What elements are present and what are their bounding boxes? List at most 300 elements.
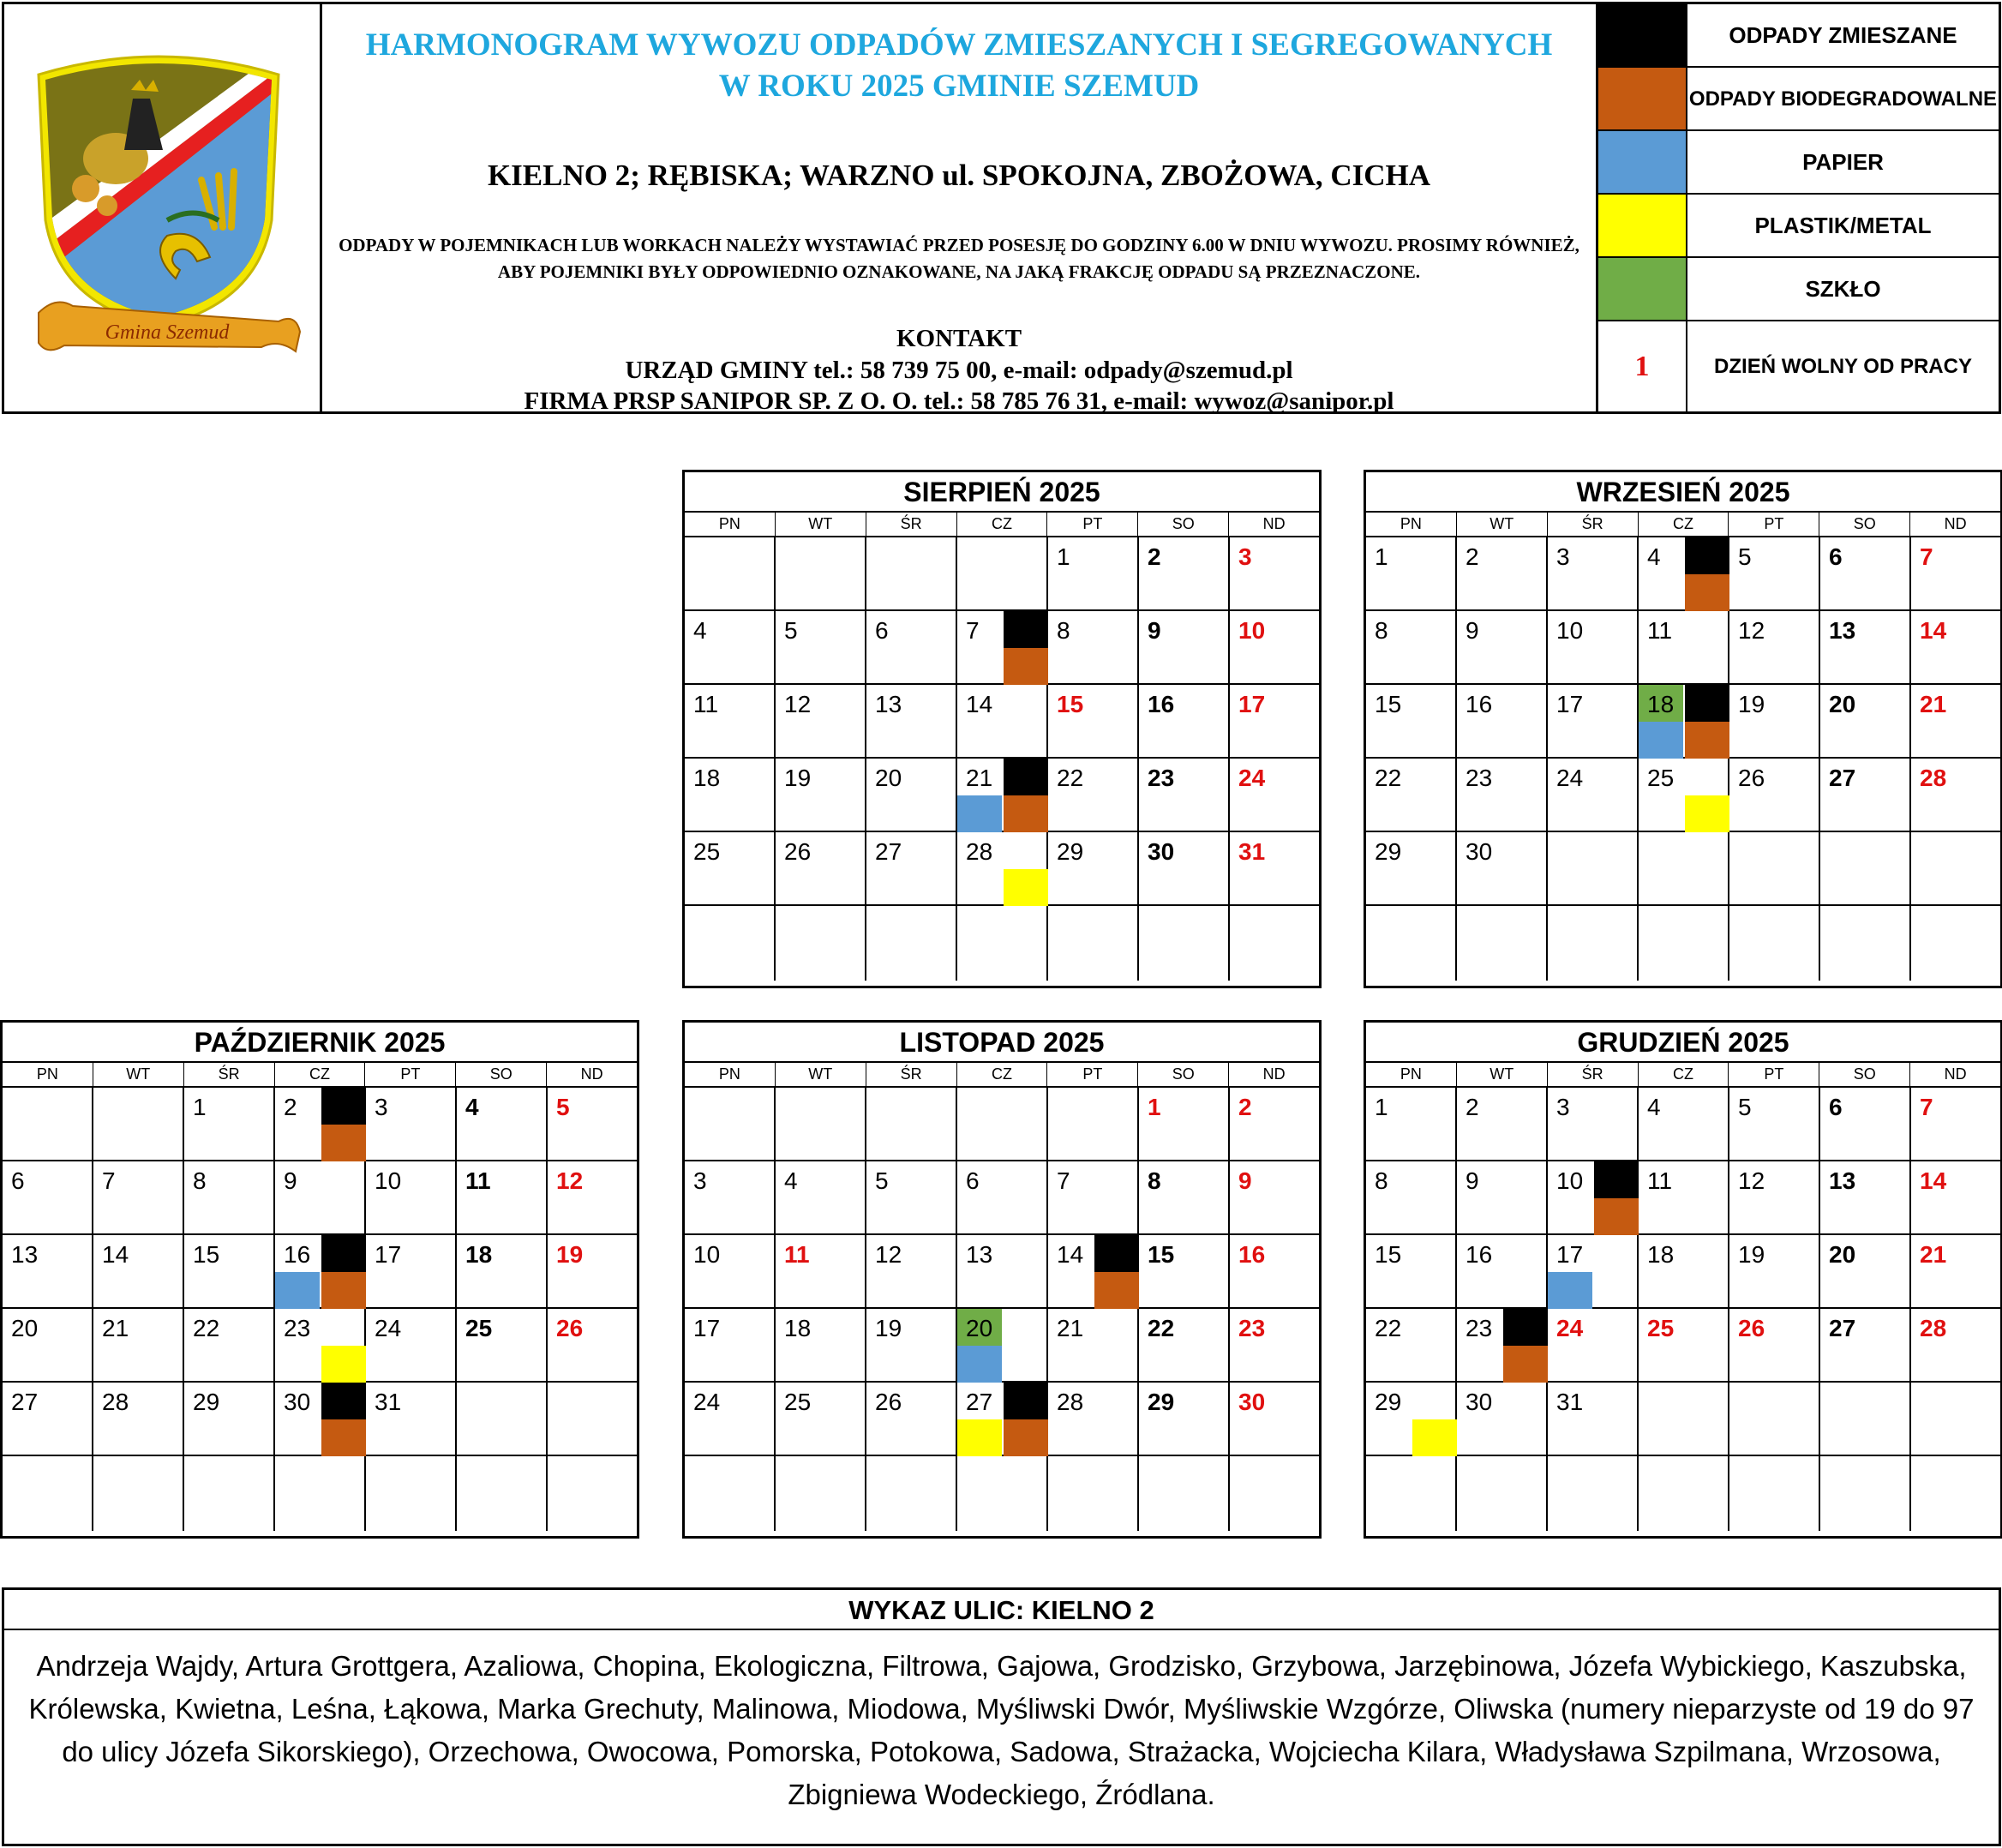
- day-number: 23: [284, 1315, 311, 1341]
- day-number: 26: [784, 838, 812, 865]
- day-cell: [457, 1309, 548, 1383]
- day-cell: [1230, 759, 1319, 832]
- day-cell: [1366, 1309, 1457, 1383]
- pickup-bio-marker: [321, 1125, 366, 1161]
- day-cell: [685, 537, 776, 611]
- day-cell: [1230, 611, 1319, 685]
- pickup-mixed-marker: [1685, 537, 1729, 574]
- day-cell: [1139, 1456, 1230, 1531]
- day-number: 20: [11, 1315, 39, 1341]
- day-cell: [776, 537, 866, 611]
- day-cell: [184, 1088, 275, 1161]
- day-number: 11: [1647, 617, 1673, 644]
- weekday-label: WT: [1457, 513, 1548, 536]
- day-cell: [957, 1456, 1048, 1531]
- day-cell: [1548, 685, 1639, 759]
- day-cell: [1911, 832, 2000, 906]
- day-cell: [1548, 1456, 1639, 1531]
- day-cell: [1457, 832, 1548, 906]
- weekday-header: [685, 513, 1319, 537]
- day-cell: [866, 685, 957, 759]
- day-cell: [457, 1088, 548, 1161]
- page-subtitle: KIELNO 2; RĘBISKA; WARZNO ul. SPOKOJNA, ZBOŻOWA, CICHA: [487, 159, 1431, 192]
- weekday-label: PT: [365, 1063, 456, 1086]
- day-cell: [957, 759, 1048, 832]
- day-number: 20: [1829, 1241, 1856, 1268]
- day-cell: [3, 1088, 93, 1161]
- month-title: LISTOPAD 2025: [685, 1023, 1319, 1063]
- weekday-label: PT: [1729, 1063, 1819, 1086]
- pickup-paper-marker: [957, 795, 1002, 832]
- street-list-title: WYKAZ ULIC: KIELNO 2: [4, 1590, 1999, 1630]
- pickup-plastic-marker: [1004, 869, 1048, 906]
- day-cell: [1048, 611, 1139, 685]
- day-cell: [1048, 1088, 1139, 1161]
- day-cell: [1457, 1235, 1548, 1309]
- day-number: 26: [1738, 765, 1765, 791]
- weekday-label: CZ: [275, 1063, 366, 1086]
- legend-swatch-paper: [1598, 131, 1687, 193]
- day-cell: [1139, 906, 1230, 981]
- day-number: 10: [375, 1167, 402, 1194]
- day-number: 14: [1920, 617, 1947, 644]
- weekday-label: CZ: [957, 513, 1048, 536]
- month-pazdziernik: [0, 1020, 639, 1539]
- day-cell: [184, 1309, 275, 1383]
- day-cell: [1820, 537, 1911, 611]
- day-cell: [1548, 1088, 1639, 1161]
- legend-label-bio: ODPADY BIODEGRADOWALNE: [1688, 87, 1998, 111]
- month-grudzien: [1364, 1020, 2002, 1539]
- day-cell: [1457, 1456, 1548, 1531]
- day-number: 28: [1057, 1389, 1084, 1415]
- day-number: 16: [1148, 691, 1175, 717]
- day-cell: [548, 1456, 637, 1531]
- day-cell: [1457, 685, 1548, 759]
- day-cell: [1639, 906, 1729, 981]
- pickup-mixed-marker: [1004, 1383, 1048, 1419]
- day-number: 13: [11, 1241, 39, 1268]
- day-cell: [1230, 537, 1319, 611]
- weekday-label: ND: [1944, 515, 1967, 532]
- day-cell: [1230, 1309, 1319, 1383]
- day-number: 5: [875, 1167, 889, 1194]
- day-cell: [1548, 1309, 1639, 1383]
- day-cell: [1820, 1088, 1911, 1161]
- day-cell: [1820, 1456, 1911, 1531]
- pickup-mixed-marker: [1503, 1309, 1548, 1346]
- day-cell: [1729, 1088, 1820, 1161]
- day-cell: [1457, 1383, 1548, 1456]
- day-cell: [1457, 537, 1548, 611]
- day-number: 10: [1556, 617, 1584, 644]
- day-cell: [957, 1383, 1048, 1456]
- day-number: 6: [1829, 543, 1843, 570]
- day-cell: [1139, 1088, 1230, 1161]
- day-number: 11: [1647, 1167, 1673, 1194]
- day-cell: [1639, 1309, 1729, 1383]
- day-cell: [866, 1088, 957, 1161]
- weekday-label: PT: [1047, 513, 1138, 536]
- day-number: 23: [1148, 765, 1175, 791]
- month-title: PAŹDZIERNIK 2025: [3, 1023, 637, 1063]
- day-cell: [1911, 1088, 2000, 1161]
- day-cell: [957, 1309, 1048, 1383]
- day-number: 14: [1920, 1167, 1947, 1194]
- legend-swatch-plastic: [1598, 195, 1687, 256]
- day-number: 30: [1466, 838, 1493, 865]
- day-cell: [93, 1309, 184, 1383]
- weekday-header: [685, 1063, 1319, 1088]
- day-number: 11: [693, 691, 719, 717]
- pickup-plastic-marker: [321, 1346, 366, 1383]
- contact-title: KONTAKT: [896, 325, 1022, 352]
- day-cell: [1639, 685, 1729, 759]
- day-cell: [776, 1161, 866, 1235]
- weekday-label: WT: [776, 513, 866, 536]
- month-title: WRZESIEŃ 2025: [1366, 472, 2000, 513]
- day-number: 13: [1829, 617, 1856, 644]
- pickup-paper-marker: [1639, 722, 1683, 759]
- day-number: 22: [1057, 765, 1084, 791]
- day-cell: [685, 685, 776, 759]
- day-cell: [957, 832, 1048, 906]
- day-number: 12: [1738, 617, 1765, 644]
- legend-label-plastic: PLASTIK/METAL: [1754, 213, 1932, 238]
- day-number: 29: [1375, 1389, 1402, 1415]
- day-number: 25: [784, 1389, 812, 1415]
- day-cell: [1139, 611, 1230, 685]
- legend-holiday-marker: 1: [1634, 350, 1650, 382]
- day-number: 16: [1466, 691, 1493, 717]
- day-number: 28: [966, 838, 993, 865]
- day-cell: [3, 1456, 93, 1531]
- day-cell: [866, 1235, 957, 1309]
- day-cell: [776, 685, 866, 759]
- day-cell: [776, 1088, 866, 1161]
- day-cell: [93, 1456, 184, 1531]
- day-cell: [1139, 1235, 1230, 1309]
- day-cell: [776, 1456, 866, 1531]
- day-cell: [685, 1088, 776, 1161]
- day-cell: [1729, 537, 1820, 611]
- day-cell: [1230, 832, 1319, 906]
- day-number: 1: [1375, 1094, 1388, 1120]
- day-cell: [866, 1309, 957, 1383]
- day-cell: [957, 1161, 1048, 1235]
- day-cell: [866, 611, 957, 685]
- month-title: GRUDZIEŃ 2025: [1366, 1023, 2000, 1063]
- day-number: 26: [556, 1315, 584, 1341]
- pickup-mixed-marker: [321, 1383, 366, 1419]
- day-cell: [1729, 906, 1820, 981]
- day-number: 3: [1556, 1094, 1570, 1120]
- day-cell: [3, 1309, 93, 1383]
- weekday-label: PT: [1729, 513, 1819, 536]
- day-number: 21: [102, 1315, 129, 1341]
- day-number: 19: [1738, 1241, 1765, 1268]
- pickup-bio-marker: [1004, 1419, 1048, 1456]
- day-cell: [457, 1383, 548, 1456]
- day-number: 12: [875, 1241, 902, 1268]
- weekday-label: WT: [776, 1063, 866, 1086]
- pickup-paper-marker: [957, 1346, 1002, 1383]
- day-number: 10: [693, 1241, 721, 1268]
- day-cell: [184, 1235, 275, 1309]
- day-cell: [548, 1088, 637, 1161]
- day-cell: [366, 1456, 457, 1531]
- day-number: 7: [1057, 1167, 1070, 1194]
- day-number: 12: [556, 1167, 584, 1194]
- day-cell: [1548, 759, 1639, 832]
- day-number: 6: [1829, 1094, 1843, 1120]
- day-cell: [1820, 1309, 1911, 1383]
- title-box: [322, 4, 1596, 415]
- day-cell: [1729, 1161, 1820, 1235]
- legend-swatch-glass: [1598, 258, 1687, 320]
- day-number: 21: [1920, 1241, 1947, 1268]
- month-grid: [685, 537, 1319, 986]
- day-number: 30: [1466, 1389, 1493, 1415]
- legend: [1596, 4, 1999, 411]
- day-cell: [1048, 685, 1139, 759]
- day-cell: [1820, 1161, 1911, 1235]
- month-listopad: [682, 1020, 1322, 1539]
- legend-row-bio: [1598, 68, 1999, 131]
- month-grid: [685, 1088, 1319, 1536]
- day-number: 15: [1148, 1241, 1175, 1268]
- day-number: 20: [875, 765, 902, 791]
- day-cell: [1820, 832, 1911, 906]
- day-cell: [1911, 759, 2000, 832]
- pickup-bio-marker: [1004, 648, 1048, 685]
- legend-label-glass: SZKŁO: [1805, 276, 1881, 302]
- day-cell: [1639, 1235, 1729, 1309]
- day-cell: [548, 1235, 637, 1309]
- weekday-label: WT: [93, 1063, 184, 1086]
- day-number: 23: [1466, 765, 1493, 791]
- day-cell: [457, 1161, 548, 1235]
- day-number: 27: [1829, 765, 1856, 791]
- day-cell: [776, 832, 866, 906]
- day-cell: [457, 1456, 548, 1531]
- day-cell: [1911, 1456, 2000, 1531]
- day-number: 19: [1738, 691, 1765, 717]
- day-cell: [776, 1383, 866, 1456]
- day-cell: [1911, 1235, 2000, 1309]
- day-cell: [1366, 1456, 1457, 1531]
- day-cell: [1820, 685, 1911, 759]
- day-number: 19: [784, 765, 812, 791]
- day-cell: [1139, 1309, 1230, 1383]
- day-cell: [1366, 611, 1457, 685]
- day-cell: [275, 1235, 366, 1309]
- pickup-plastic-marker: [1412, 1419, 1457, 1456]
- pickup-bio-marker: [1004, 795, 1048, 832]
- day-number: 24: [1556, 1315, 1584, 1341]
- day-number: 21: [1057, 1315, 1084, 1341]
- day-number: 20: [966, 1315, 993, 1341]
- pickup-bio-marker: [321, 1419, 366, 1456]
- day-cell: [366, 1088, 457, 1161]
- day-cell: [366, 1309, 457, 1383]
- day-cell: [776, 611, 866, 685]
- day-number: 18: [1647, 1241, 1675, 1268]
- day-number: 15: [193, 1241, 220, 1268]
- month-grid: [3, 1088, 637, 1536]
- day-number: 10: [1238, 617, 1266, 644]
- day-cell: [1366, 832, 1457, 906]
- month-grid: [1366, 1088, 2000, 1536]
- day-number: 28: [1920, 765, 1947, 791]
- weekday-header: [1366, 1063, 2000, 1088]
- day-cell: [93, 1383, 184, 1456]
- pickup-mixed-marker: [1094, 1235, 1139, 1272]
- day-cell: [1820, 759, 1911, 832]
- day-number: 9: [1148, 617, 1161, 644]
- day-cell: [1729, 611, 1820, 685]
- day-cell: [1457, 1161, 1548, 1235]
- day-number: 22: [1375, 765, 1402, 791]
- day-number: 3: [375, 1094, 388, 1120]
- day-cell: [1139, 832, 1230, 906]
- day-cell: [1548, 1235, 1639, 1309]
- day-cell: [1139, 759, 1230, 832]
- day-number: 27: [11, 1389, 39, 1415]
- day-cell: [1048, 906, 1139, 981]
- day-cell: [548, 1383, 637, 1456]
- day-number: 30: [284, 1389, 311, 1415]
- header: [2, 2, 2001, 414]
- day-cell: [457, 1235, 548, 1309]
- day-cell: [1911, 1383, 2000, 1456]
- day-cell: [1139, 537, 1230, 611]
- day-number: 25: [1647, 765, 1675, 791]
- day-number: 22: [193, 1315, 220, 1341]
- day-cell: [685, 1309, 776, 1383]
- day-cell: [1548, 832, 1639, 906]
- day-number: 2: [284, 1094, 297, 1120]
- day-cell: [1911, 1309, 2000, 1383]
- legend-swatch-mixed: [1598, 4, 1687, 66]
- legend-label-paper: PAPIER: [1802, 149, 1884, 175]
- day-number: 27: [875, 838, 902, 865]
- day-cell: [1366, 1383, 1457, 1456]
- day-cell: [685, 832, 776, 906]
- day-cell: [1048, 832, 1139, 906]
- weekday-label: ND: [580, 1065, 603, 1083]
- pickup-mixed-marker: [1004, 611, 1048, 648]
- day-cell: [685, 1161, 776, 1235]
- weekday-label: PN: [685, 1063, 776, 1086]
- day-cell: [1639, 1456, 1729, 1531]
- day-cell: [1911, 906, 2000, 981]
- day-number: 20: [1829, 691, 1856, 717]
- day-number: 29: [1375, 838, 1402, 865]
- legend-row-holiday: [1598, 321, 1999, 411]
- weekday-label: SO: [1819, 513, 1910, 536]
- day-cell: [1230, 1235, 1319, 1309]
- day-number: 1: [193, 1094, 207, 1120]
- day-cell: [1548, 906, 1639, 981]
- day-number: 18: [784, 1315, 812, 1341]
- day-cell: [275, 1383, 366, 1456]
- pickup-paper-marker: [1548, 1272, 1592, 1309]
- weekday-header: [1366, 513, 2000, 537]
- day-cell: [184, 1161, 275, 1235]
- day-cell: [1230, 685, 1319, 759]
- weekday-label: CZ: [1639, 513, 1729, 536]
- day-cell: [1729, 1456, 1820, 1531]
- day-cell: [1639, 1383, 1729, 1456]
- day-cell: [1548, 611, 1639, 685]
- day-number: 18: [465, 1241, 493, 1268]
- day-number: 14: [966, 691, 993, 717]
- day-cell: [685, 906, 776, 981]
- day-number: 3: [1556, 543, 1570, 570]
- day-number: 2: [1238, 1094, 1252, 1120]
- pickup-paper-marker: [275, 1272, 320, 1309]
- weekday-label: CZ: [957, 1063, 1048, 1086]
- day-cell: [1911, 611, 2000, 685]
- day-cell: [957, 611, 1048, 685]
- day-cell: [1639, 1088, 1729, 1161]
- weekday-label: PN: [685, 513, 776, 536]
- day-cell: [1457, 611, 1548, 685]
- day-cell: [1457, 906, 1548, 981]
- day-cell: [1729, 1383, 1820, 1456]
- day-cell: [685, 1235, 776, 1309]
- day-number: 17: [693, 1315, 721, 1341]
- weekday-label: ŚR: [1548, 1063, 1639, 1086]
- day-number: 4: [465, 1094, 479, 1120]
- day-cell: [1139, 685, 1230, 759]
- day-cell: [1911, 685, 2000, 759]
- day-cell: [1048, 1235, 1139, 1309]
- day-number: 31: [1556, 1389, 1584, 1415]
- day-cell: [366, 1383, 457, 1456]
- day-number: 26: [875, 1389, 902, 1415]
- day-cell: [957, 685, 1048, 759]
- day-number: 23: [1466, 1315, 1493, 1341]
- day-number: 15: [1375, 691, 1402, 717]
- pickup-bio-marker: [1685, 574, 1729, 611]
- day-number: 23: [1238, 1315, 1266, 1341]
- day-cell: [366, 1235, 457, 1309]
- day-cell: [1820, 1383, 1911, 1456]
- street-list-text: Andrzeja Wajdy, Artura Grottgera, Azaliowa, Chopina, Ekologiczna, Filtrowa, Gajowa, Grodzisko, Grzybowa, Jarzębinowa, Józefa Wybickiego, Kaszubska, Królewska, Kwietna, Leśna, Łąkowa, Marka Grechuty, Malinowa, Miodowa, Myśliwski Dwór, Myśliwskie Wzgórze, Oliwska (numery nieparzyste od 19 do 97 do ulicy Józefa Sikorskiego), Orzechowa, Owocowa, Pomorska, Potokowa, Sadowa, Strażacka, Wojciecha Kilara, Władysława Szpilmana, Wrzosowa, Zbigniewa Wodeckiego, Źródlana.: [28, 1650, 1975, 1810]
- day-number: 13: [875, 691, 902, 717]
- month-wrzesien: [1364, 470, 2002, 988]
- day-cell: [1139, 1383, 1230, 1456]
- day-cell: [866, 906, 957, 981]
- legend-row-glass: [1598, 258, 1999, 321]
- day-number: 14: [102, 1241, 129, 1268]
- day-number: 3: [1238, 543, 1252, 570]
- day-number: 4: [1647, 543, 1661, 570]
- day-cell: [866, 1456, 957, 1531]
- day-number: 12: [784, 691, 812, 717]
- pickup-plastic-marker: [1685, 795, 1729, 832]
- day-number: 6: [11, 1167, 25, 1194]
- day-number: 22: [1148, 1315, 1175, 1341]
- contact-line-municipality: URZĄD GMINY tel.: 58 739 75 00, e-mail: odpady@szemud.pl: [625, 357, 1293, 384]
- day-cell: [1639, 611, 1729, 685]
- weekday-label: ŚR: [1548, 513, 1639, 536]
- day-number: 24: [693, 1389, 721, 1415]
- legend-holiday-marker-box: [1598, 321, 1687, 411]
- day-number: 9: [1466, 1167, 1479, 1194]
